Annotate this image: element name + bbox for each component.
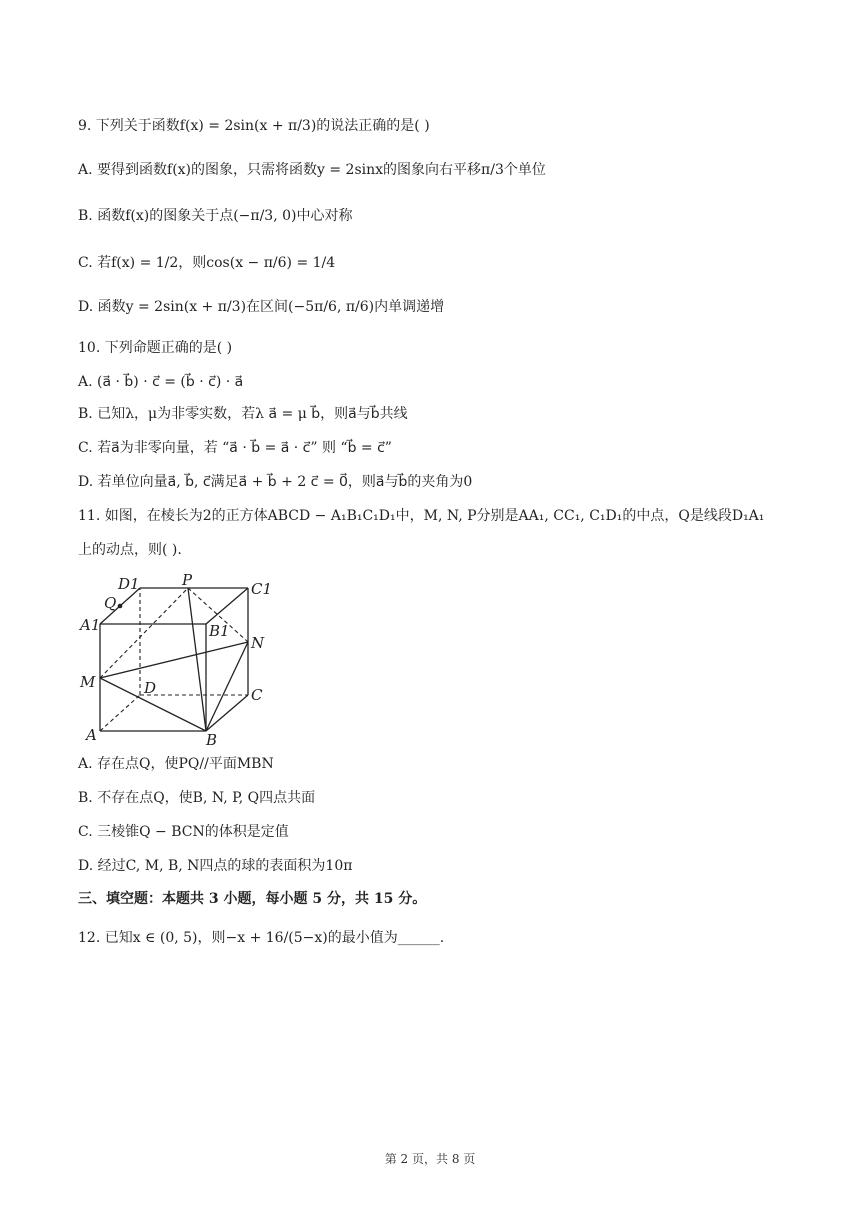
q11-stem-line1: 11. 如图，在棱长为2的正方体ABCD − A₁B₁C₁D₁中，M, N, P分别是AA₁, CC₁, C₁D₁的中点，Q是线段D₁A₁ <box>78 508 765 524</box>
segment-b-n <box>206 642 248 731</box>
label-q: Q <box>104 594 117 612</box>
cube-figure <box>78 570 278 745</box>
page-footer: 第 2 页，共 8 页 <box>384 1152 476 1166</box>
q11-option-b: B. 不存在点Q，使B, N, P, Q四点共面 <box>78 790 316 806</box>
q9-option-d: D. 函数y = 2sin(x + π/3)在区间(−5π/6, π/6)内单调递增 <box>78 299 445 315</box>
q10-option-a: A. (a⃗ · b⃗) · c⃗ = (b⃗ · c⃗) · a⃗ <box>78 374 244 390</box>
q11-option-c: C. 三棱锥Q − BCN的体积是定值 <box>78 824 289 840</box>
q12-stem: 12. 已知x ∈ (0, 5)，则−x + 16/(5−x)的最小值为______. <box>78 930 445 946</box>
q10-option-d: D. 若单位向量a⃗, b⃗, c⃗满足a⃗ + b⃗ + 2 c⃗ = 0⃗，则a⃗与b⃗的夹角为0 <box>78 474 473 490</box>
segment-m-n <box>100 642 248 678</box>
label-a1: A1 <box>80 616 101 634</box>
edge-b1-c1 <box>206 588 248 624</box>
q9-option-b: B. 函数f(x)的图象关于点(−π/3, 0)中心对称 <box>78 208 353 224</box>
hidden-edge-a-d <box>100 695 140 731</box>
q10-option-b: B. 已知λ，μ为非零实数，若λ a⃗ = μ b⃗，则a⃗与b⃗共线 <box>78 406 408 422</box>
label-c1: C1 <box>251 580 273 598</box>
label-d: D <box>144 679 157 697</box>
edge-b-c <box>206 695 248 731</box>
label-d1: D1 <box>118 575 140 593</box>
label-c: C <box>251 686 263 704</box>
q9-option-c: C. 若f(x) = 1/2，则cos(x − π/6) = 1/4 <box>78 255 336 271</box>
q9-stem: 9. 下列关于函数f(x) = 2sin(x + π/3)的说法正确的是( ) <box>78 118 430 134</box>
label-m: M <box>80 673 96 691</box>
q11-option-d: D. 经过C, M, B, N四点的球的表面积为10π <box>78 858 353 874</box>
label-b: B <box>206 731 218 745</box>
label-n: N <box>251 634 265 652</box>
segment-p-b <box>188 588 206 731</box>
cube-diagram <box>78 570 278 745</box>
q10-option-c: C. 若a⃗为非零向量，若 “a⃗ · b⃗ = a⃗ · c⃗” 则 “b⃗ = c⃗” <box>78 440 392 456</box>
label-p: P <box>182 571 193 589</box>
label-a: A <box>86 726 97 744</box>
q11-option-a: A. 存在点Q，使PQ//平面MBN <box>78 756 274 772</box>
point-q <box>118 604 123 609</box>
q10-stem: 10. 下列命题正确的是( ) <box>78 340 233 356</box>
label-b1: B1 <box>209 622 230 640</box>
section-3-heading: 三、填空题：本题共 3 小题，每小题 5 分，共 15 分。 <box>78 891 427 907</box>
q9-option-a: A. 要得到函数f(x)的图象，只需将函数y = 2sinx的图象向右平移π/3个单位 <box>78 162 546 178</box>
q11-stem-line2: 上的动点，则( ). <box>78 542 182 558</box>
